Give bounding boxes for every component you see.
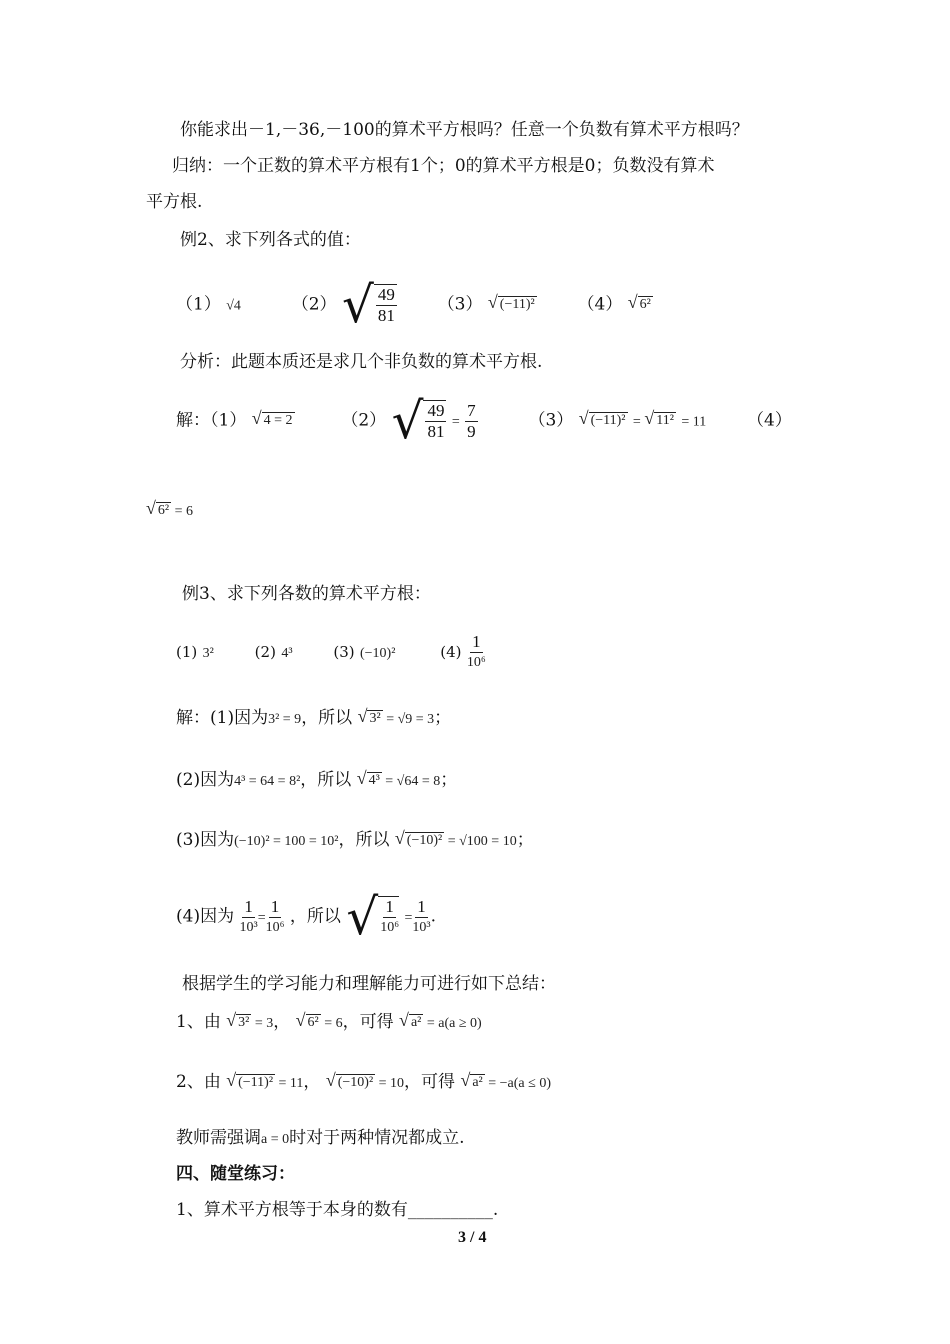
expr-4-cube: 4³ (281, 646, 293, 661)
sqrt-4: √4 (226, 298, 241, 314)
solution-3-line-3: (3)因为(−10)² = 100 = 10²，所以 √ (−10)² = √100 = 10； (176, 827, 534, 850)
result: = 11 (681, 414, 707, 430)
example-2-title: 例2、求下列各式的值： (180, 230, 361, 250)
item-label: （2） (291, 294, 337, 315)
fraction-7-9: $\frac{7}{9}$ (467, 400, 476, 441)
sqrt-11-sq: √ 11² (644, 408, 674, 428)
sqrt-49-81: √ $\frac{49}{81}$ (341, 276, 395, 334)
analysis: 分析：此题本质还是求几个非负数的算术平方根. (180, 352, 543, 372)
summary-intro: 根据学生的学习能力和理解能力可进行如下总结： (182, 974, 556, 994)
item-label: (2) (254, 643, 276, 661)
sqrt-neg11-sq: √ (−11)² (487, 292, 535, 312)
example-2-items (176, 276, 653, 334)
equals: = (632, 414, 645, 430)
result: = 6 (171, 504, 193, 519)
example-3-title: 例3、求下列各数的算术平方根： (182, 584, 431, 604)
solution-label: 解：（1） (176, 410, 247, 431)
item-label: （3） (437, 294, 483, 315)
section-4-title: 四、随堂练习： (176, 1164, 295, 1184)
expr-neg10-sq: (−10)² (360, 646, 396, 661)
item-label: (3) (333, 643, 355, 661)
sqrt-6-sq-eq: √ 6² (146, 497, 170, 518)
page-number: 3 / 4 (458, 1229, 487, 1246)
paragraph-conclusion-cont: 平方根. (146, 192, 203, 212)
item-label: (1) (176, 643, 198, 661)
item-label: (4) (440, 643, 462, 661)
item-label: （1） (176, 294, 221, 315)
paragraph-question: 你能求出－1,－36,－100的算术平方根吗？任意一个负数有算术平方根吗？ (180, 120, 749, 140)
solution-3-line-4: (4)因为 $\frac{1}{\text{10³}}$ = $\frac{1}{\text{10⁶}}$ ，所以 √ $\frac{1}{\text{10⁶}}$ = $\frac{1}{\text{10³}}$ . (176, 888, 436, 946)
expr-3-sq: 3² (202, 646, 214, 661)
sqrt-6-sq: √ 6² (627, 292, 651, 312)
solution-3-line-2: (2)因为4³ = 64 = 8²，所以 √ 4³ = √64 = 8； (176, 767, 458, 790)
fraction-1-10e6: $\frac{1}{\text{10⁶}}$ (466, 632, 486, 670)
solution-2-item-4 (146, 498, 193, 524)
rule-1: 1、由 √ 3² = 3， √ 6² = 6，可得 √ a² = a(a ≥ 0) (176, 1009, 482, 1032)
solution-2: 解：（1） √ 4 = 2 （2） √ $\frac{49}{81}$ = $\frac{7}{9}$ （3） √ (−11)² = √ 11² = 11 （4） (176, 392, 792, 450)
sqrt-4-eq: √ 4 = 2 (251, 408, 293, 428)
sqrt-49-81-eq: √ $\frac{49}{81}$ (391, 392, 445, 450)
item-label: （2） (341, 410, 387, 431)
example-3-items (176, 632, 486, 673)
item-label: （4） (577, 294, 623, 315)
item-label: （3） (528, 410, 574, 431)
sqrt-neg11-sq-eq: √ (−11)² (578, 408, 626, 428)
practice-question-1: 1、算术平方根等于本身的数有__________. (176, 1200, 499, 1220)
paragraph-conclusion: 归纳：一个正数的算术平方根有1个；0的算术平方根是0；负数没有算术 (172, 156, 715, 176)
rule-2: 2、由 √ (−11)² = 11， √ (−10)² = 10，可得 √ a² = −a(a ≤ 0) (176, 1069, 551, 1092)
solution-3-line-1: 解：(1)因为3² = 9，所以 √ 3² = √9 = 3； (176, 705, 452, 728)
item-label: （4） (747, 410, 792, 431)
teacher-note: 教师需强调a = 0时对于两种情况都成立. (176, 1128, 465, 1148)
